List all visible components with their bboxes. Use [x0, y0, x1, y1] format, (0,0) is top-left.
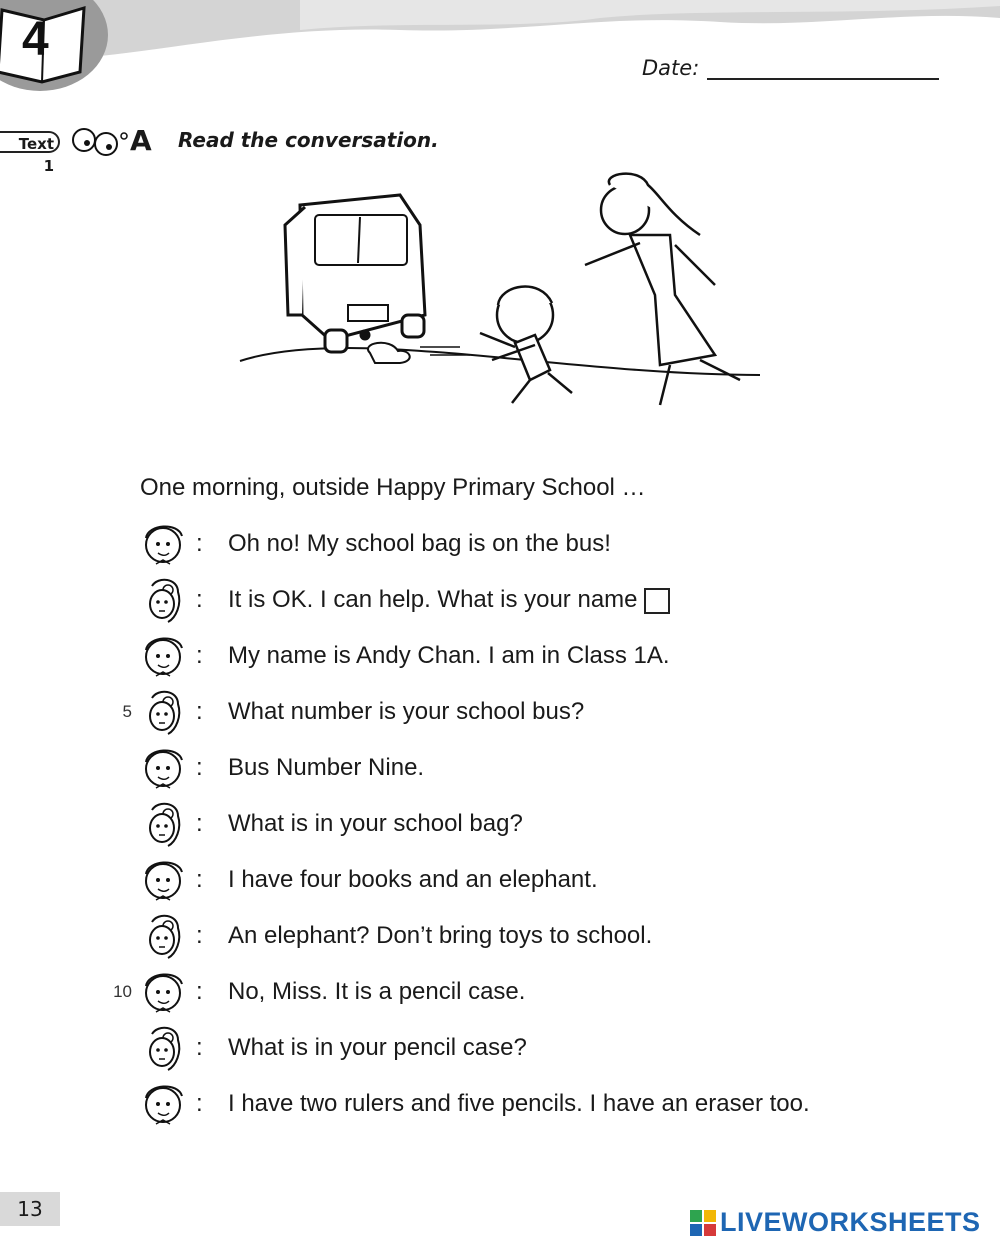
- instruction: Read the conversation.: [178, 128, 439, 152]
- boy-face-icon: [138, 968, 188, 1018]
- woman-face-icon: [138, 800, 188, 850]
- speech-text: What is in your pencil case?: [228, 1034, 527, 1061]
- unit-number: 4: [22, 13, 49, 66]
- reading-eyes-icon: [70, 124, 128, 158]
- brand-name: LIVEWORKSHEETS: [720, 1207, 981, 1237]
- speech-text: My name is Andy Chan. I am in Class 1A.: [228, 642, 670, 669]
- boy-drawing: [480, 287, 572, 403]
- dialogue-line: : I have two rulers and five pencils. I have an eraser too.: [0, 1080, 1000, 1136]
- boy-face-icon: [138, 520, 188, 570]
- page-number: 13: [0, 1192, 60, 1226]
- dialogue-line: : What is in your pencil case?: [0, 1024, 1000, 1080]
- liveworksheets-brand[interactable]: [690, 1207, 981, 1238]
- speech-text: It is OK. I can help. What is your name: [228, 586, 638, 613]
- header-band: [0, 0, 1000, 60]
- dialogue-line: : It is OK. I can help. What is your name: [0, 576, 1000, 632]
- scene-intro: One morning, outside Happy Primary School …: [140, 474, 646, 501]
- dialogue-line: 5 : What number is your school bus?: [0, 688, 1000, 744]
- speech-text: No, Miss. It is a pencil case.: [228, 978, 526, 1005]
- boy-face-icon: [138, 1080, 188, 1130]
- bus-drawing: [285, 195, 425, 352]
- woman-face-icon: [138, 1024, 188, 1074]
- dialogue-line: : What is in your school bag?: [0, 800, 1000, 856]
- dialogue-line: : I have four books and an elephant.: [0, 856, 1000, 912]
- speech-text: An elephant? Don’t bring toys to school.: [228, 922, 653, 949]
- boy-face-icon: [138, 744, 188, 794]
- line-number: 5: [122, 702, 132, 721]
- speech-text: What number is your school bus?: [228, 698, 585, 725]
- woman-face-icon: [138, 688, 188, 738]
- punctuation-answer-box[interactable]: [644, 588, 670, 614]
- line-number: 10: [113, 982, 132, 1001]
- bus-scene-illustration: [230, 165, 770, 435]
- dialogue-line: 10 : No, Miss. It is a pencil case.: [0, 968, 1000, 1024]
- woman-drawing: [585, 174, 740, 405]
- boy-face-icon: [138, 632, 188, 682]
- liveworksheets-logo-icon: [690, 1210, 716, 1236]
- date-field: [642, 56, 939, 80]
- dialogue-line: : My name is Andy Chan. I am in Class 1A.: [0, 632, 1000, 688]
- dialogue-line: : Oh no! My school bag is on the bus!: [0, 520, 1000, 576]
- date-line[interactable]: [707, 60, 939, 80]
- dialogue-line: : Bus Number Nine.: [0, 744, 1000, 800]
- text-tag: Text 1: [0, 131, 60, 153]
- speech-text: Oh no! My school bag is on the bus!: [228, 530, 611, 557]
- book-icon: [0, 0, 110, 100]
- speech-text: Bus Number Nine.: [228, 754, 425, 781]
- woman-face-icon: [138, 912, 188, 962]
- date-label: Date:: [642, 56, 700, 80]
- speech-text: What is in your school bag?: [228, 810, 523, 837]
- speech-text: I have four books and an elephant.: [228, 866, 598, 893]
- dialogue-line: : An elephant? Don’t bring toys to school.: [0, 912, 1000, 968]
- section-letter: A: [130, 124, 152, 157]
- woman-face-icon: [138, 576, 188, 626]
- boy-face-icon: [138, 856, 188, 906]
- speech-text: I have two rulers and five pencils. I have an eraser too.: [228, 1090, 810, 1117]
- unit-badge: [0, 0, 110, 100]
